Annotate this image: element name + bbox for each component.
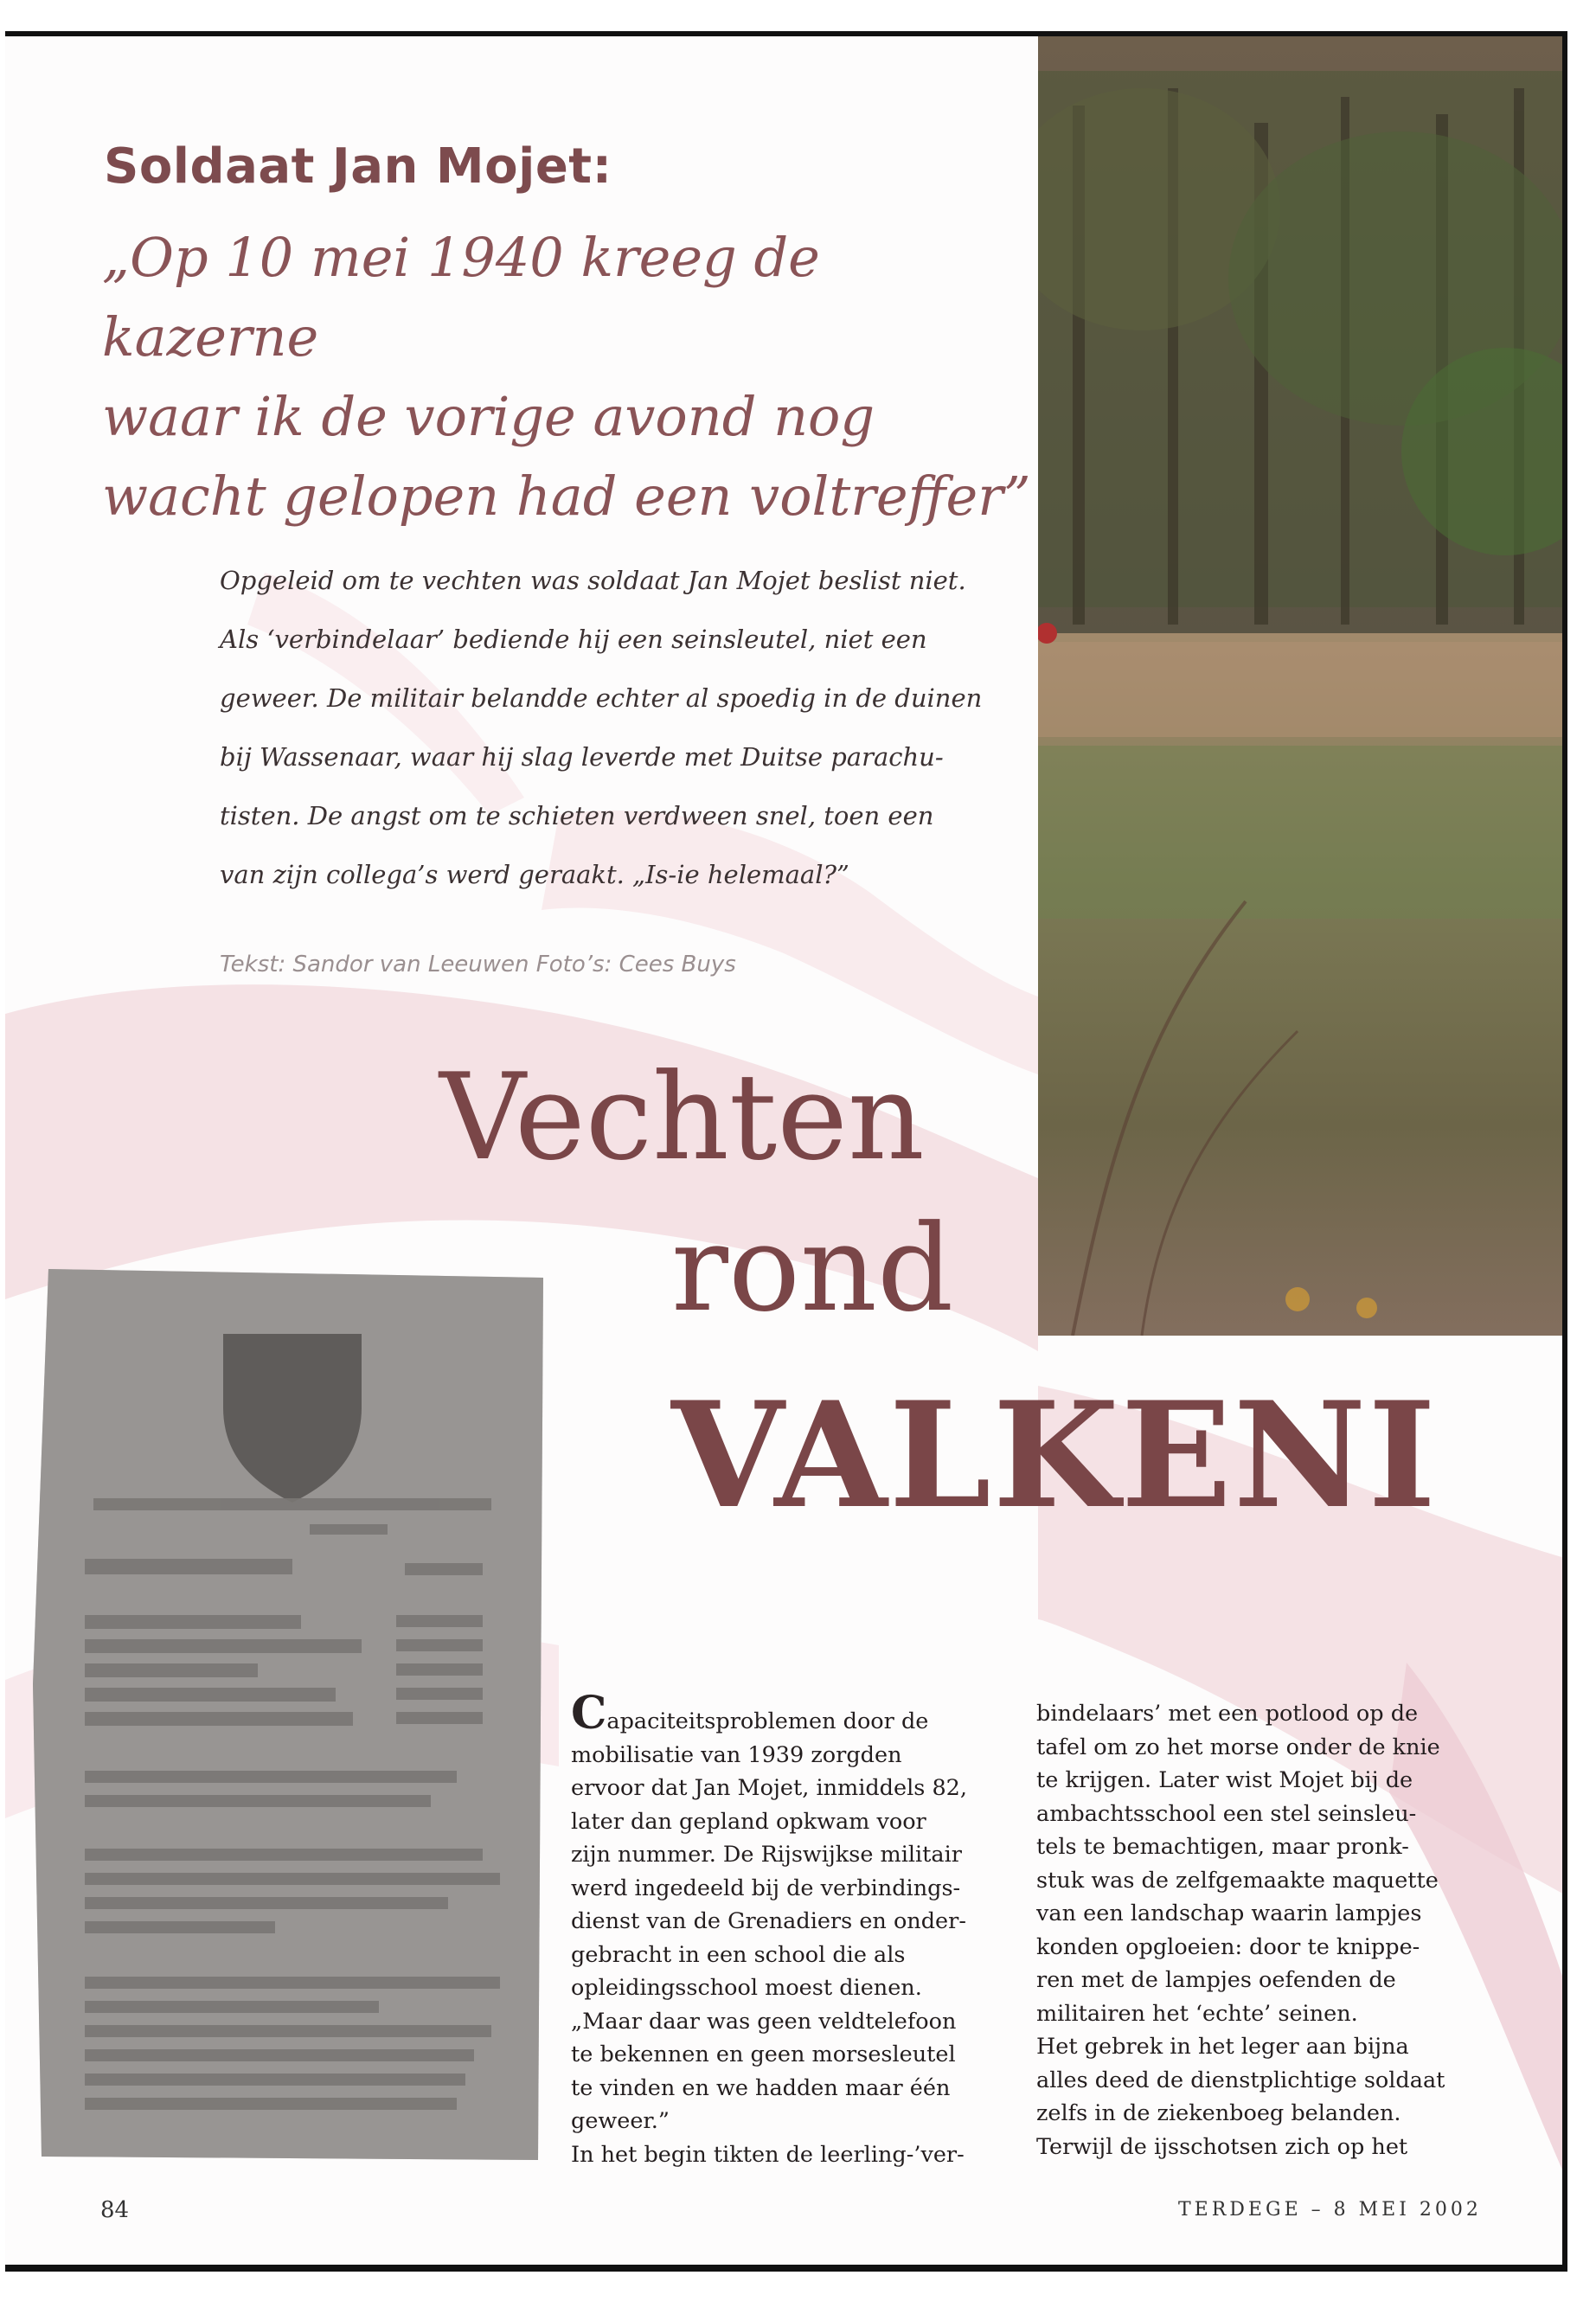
- article-supertitle: Soldaat Jan Mojet:: [104, 138, 612, 195]
- body-column-1: [571, 1687, 995, 2171]
- intro-line: bij Wassenaar, waar hij slag leverde met Duitse parachu-: [220, 742, 944, 772]
- intro-line: Opgeleid om te vechten was soldaat Jan Mojet beslist niet.: [220, 566, 966, 595]
- headline-line-3: VALKENI: [671, 1369, 1438, 1541]
- body-line: stuk was de zelfgemaakte maquette: [1036, 1867, 1439, 1894]
- body-line: konden opgloeien: door te knippe-: [1036, 1933, 1420, 1960]
- intro-line: van zijn collega’s werd geraakt. „Is-ie helemaal?”: [220, 860, 849, 889]
- body-line: ervoor dat Jan Mojet, inmiddels 82,: [571, 1775, 967, 1801]
- quote-line: waar ik de vorige avond nog: [102, 385, 875, 448]
- body-line: zijn nummer. De Rijswijkse militair: [571, 1842, 962, 1868]
- drop-cap: C: [571, 1687, 607, 1740]
- body-line: ren met de lampjes oefenden de: [1036, 1967, 1396, 1993]
- body-line: Het gebrek in het leger aan bijna: [1036, 2034, 1409, 2060]
- body-column-2: [1036, 1697, 1460, 2163]
- body-line: later dan gepland opkwam voor: [571, 1808, 926, 1835]
- body-line: „Maar daar was geen veldtelefoon: [571, 2008, 957, 2035]
- publication-footer: TERDEGE – 8 MEI 2002: [1178, 2199, 1482, 2221]
- body-line: Capaciteitsproblemen door de: [571, 1687, 929, 1740]
- headline-line-1: Vechten: [439, 1048, 925, 1187]
- intro-line: geweer. De militair belandde echter al spoedig in de duinen: [220, 683, 983, 713]
- body-line: opleidingsschool moest dienen.: [571, 1975, 922, 2001]
- body-line: Terwijl de ijsschotsen zich op het: [1036, 2133, 1408, 2160]
- body-line: te vinden en we hadden maar één: [571, 2074, 951, 2101]
- body-line: tafel om zo het morse onder de knie: [1036, 1734, 1440, 1760]
- body-line: te krijgen. Later wist Mojet bij de: [1036, 1767, 1413, 1793]
- body-line: gebracht in een school die als: [571, 1941, 906, 1968]
- body-line: zelfs in de ziekenboeg belanden.: [1036, 2100, 1401, 2126]
- magazine-page: [5, 31, 1567, 2272]
- intro-line: tisten. De angst om te schieten verdween snel, toen een: [220, 801, 934, 830]
- pull-quote: [102, 218, 1036, 536]
- body-line: dienst van de Grenadiers en onder-: [571, 1908, 966, 1934]
- memorial-plaque-photo: [33, 1252, 548, 2164]
- quote-line: „Op 10 mei 1940 kreeg de kazerne: [102, 226, 820, 369]
- body-line: ambachtsschool een stel seinsleu-: [1036, 1800, 1417, 1827]
- body-line: alles deed de dienstplichtige soldaat: [1036, 2067, 1445, 2093]
- body-line: tels te bemachtigen, maar pronk-: [1036, 1834, 1409, 1860]
- body-line: te bekennen en geen morsesleutel: [571, 2041, 956, 2067]
- body-line: van een landschap waarin lampjes: [1036, 1900, 1422, 1926]
- body-line: werd ingedeeld bij de verbindings-: [571, 1875, 961, 1901]
- headline-line-2: rond: [671, 1199, 954, 1338]
- credits-line: Tekst: Sandor van Leeuwen Foto’s: Cees Buys: [220, 952, 736, 977]
- body-line: geweer.”: [571, 2108, 670, 2134]
- body-line: bindelaars’ met een potlood op de: [1036, 1701, 1419, 1727]
- body-line: militairen het ‘echte’ seinen.: [1036, 2000, 1358, 2027]
- page-number: 84: [100, 2197, 130, 2223]
- intro-paragraph: [220, 551, 1033, 904]
- landscape-photo: [1038, 36, 1567, 1336]
- body-line: In het begin tikten de leerling-’ver-: [571, 2141, 965, 2168]
- body-line: mobilisatie van 1939 zorgden: [571, 1741, 902, 1768]
- intro-line: Als ‘verbindelaar’ bediende hij een seinsleutel, niet een: [220, 625, 927, 654]
- quote-line: wacht gelopen had een voltreffer”: [102, 465, 1031, 528]
